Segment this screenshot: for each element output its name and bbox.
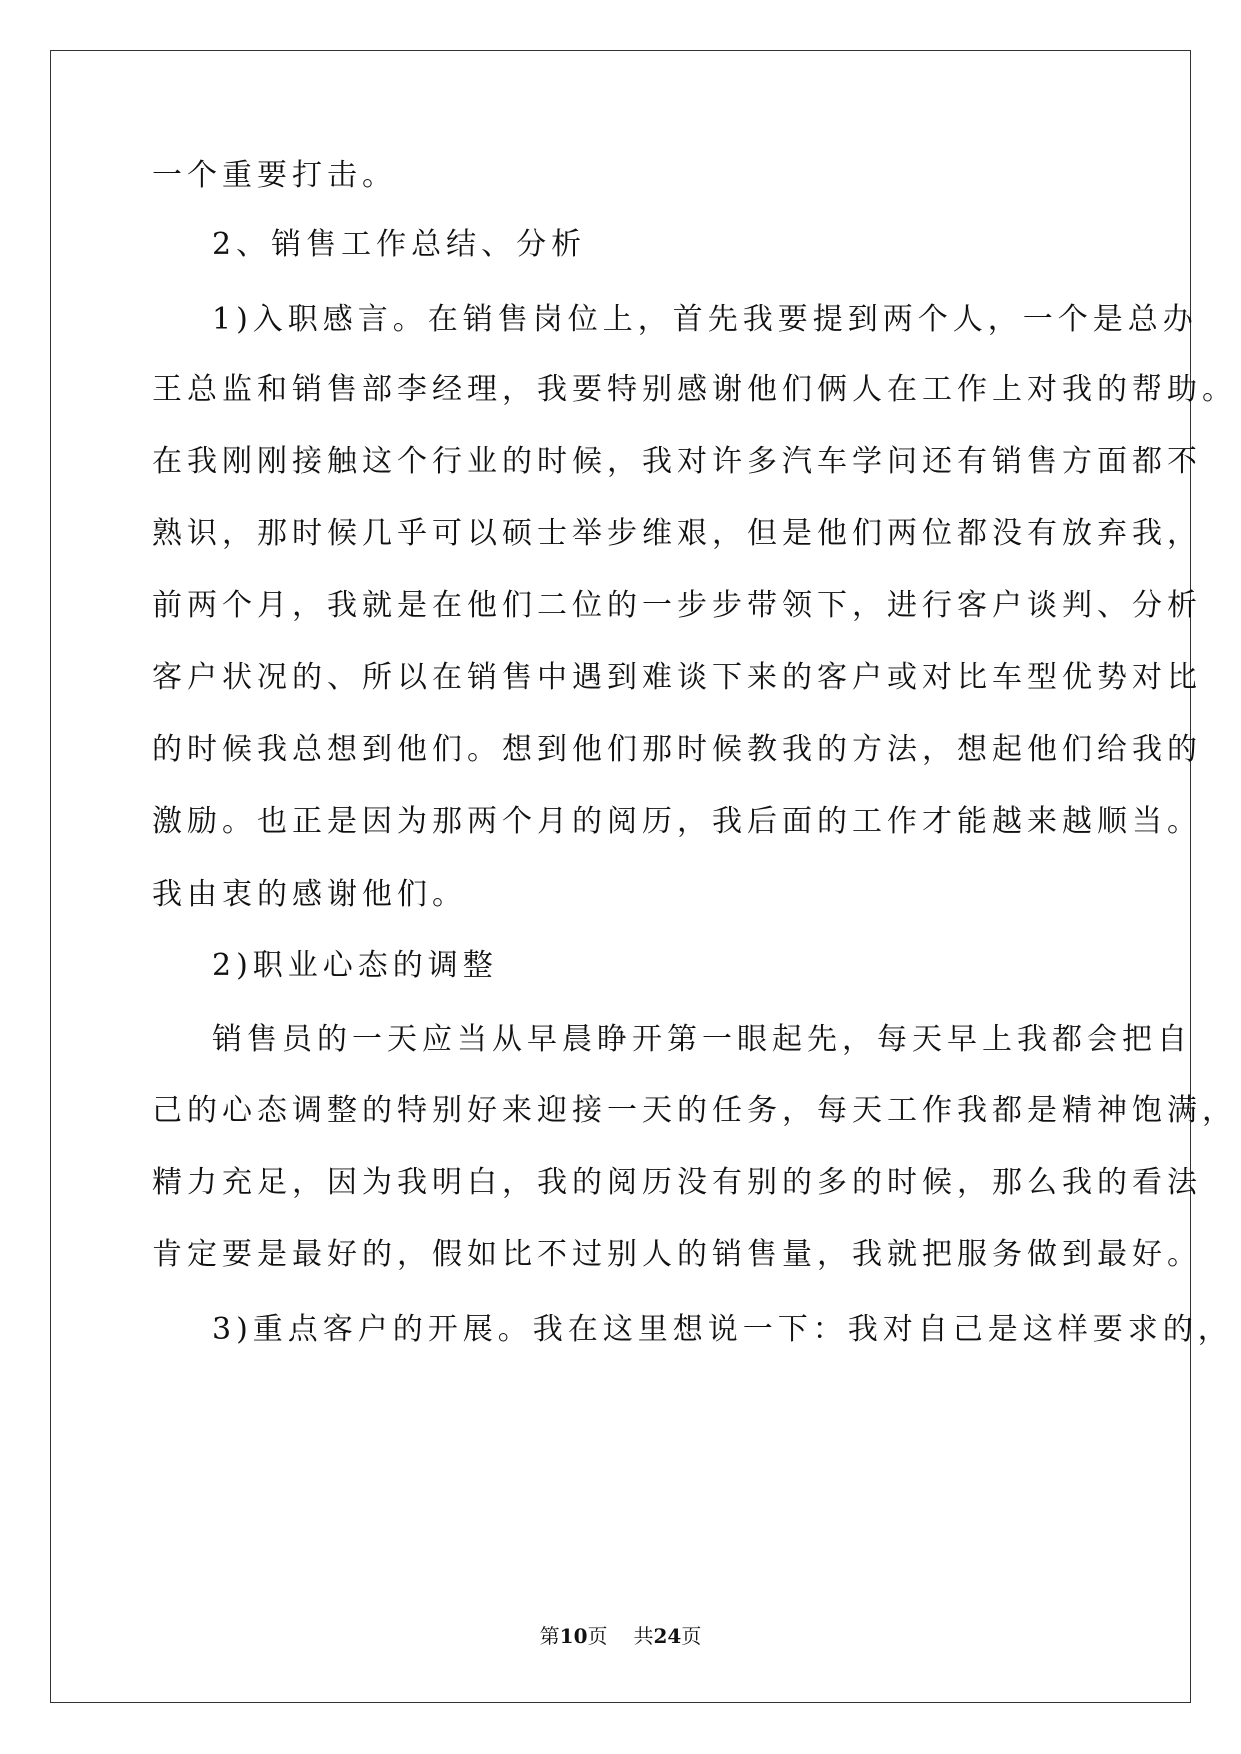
- page-number: 10: [559, 1624, 588, 1648]
- text-line: 客户状况的、所以在销售中遇到难谈下来的客户或对比车型优势对比: [152, 660, 1202, 695]
- text-line: 我由衷的感谢他们。: [152, 877, 467, 912]
- total-pages: 24: [653, 1624, 682, 1648]
- text-line: 的时候我总想到他们。想到他们那时候教我的方法，想起他们给我的: [152, 732, 1202, 767]
- text-line: 前两个月，我就是在他们二位的一步步带领下，进行客户谈判、分析: [152, 588, 1202, 623]
- text-line: 3)重点客户的开展。我在这里想说一下：我对自己是这样要求的，: [212, 1312, 1233, 1347]
- text-line: 王总监和销售部李经理，我要特别感谢他们俩人在工作上对我的帮助。: [152, 372, 1237, 407]
- total-suffix: 页: [681, 1624, 702, 1648]
- total-prefix: 共: [633, 1624, 654, 1648]
- section-heading: 2、销售工作总结、分析: [212, 227, 587, 262]
- text-line: 一个重要打击。: [152, 158, 397, 193]
- text-line: 激励。也正是因为那两个月的阅历，我后面的工作才能越来越顺当。: [152, 804, 1202, 839]
- text-line: 肯定要是最好的，假如比不过别人的销售量，我就把服务做到最好。: [152, 1237, 1202, 1272]
- text-line: 己的心态调整的特别好来迎接一天的任务，每天工作我都是精神饱满，: [152, 1093, 1237, 1128]
- text-line: 销售员的一天应当从早晨睁开第一眼起先，每天早上我都会把自: [212, 1022, 1192, 1057]
- page-footer: [0, 1620, 1241, 1649]
- text-line: 1)入职感言。在销售岗位上，首先我要提到两个人，一个是总办: [212, 302, 1198, 337]
- section-heading: 2)职业心态的调整: [212, 948, 498, 983]
- text-line: 熟识，那时候几乎可以硕士举步维艰，但是他们两位都没有放弃我，: [152, 516, 1202, 551]
- text-line: 在我刚刚接触这个行业的时候，我对许多汽车学问还有销售方面都不: [152, 444, 1202, 479]
- page-suffix: 页: [587, 1624, 608, 1648]
- page-prefix: 第: [539, 1624, 560, 1648]
- text-line: 精力充足，因为我明白，我的阅历没有别的多的时候，那么我的看法: [152, 1165, 1202, 1200]
